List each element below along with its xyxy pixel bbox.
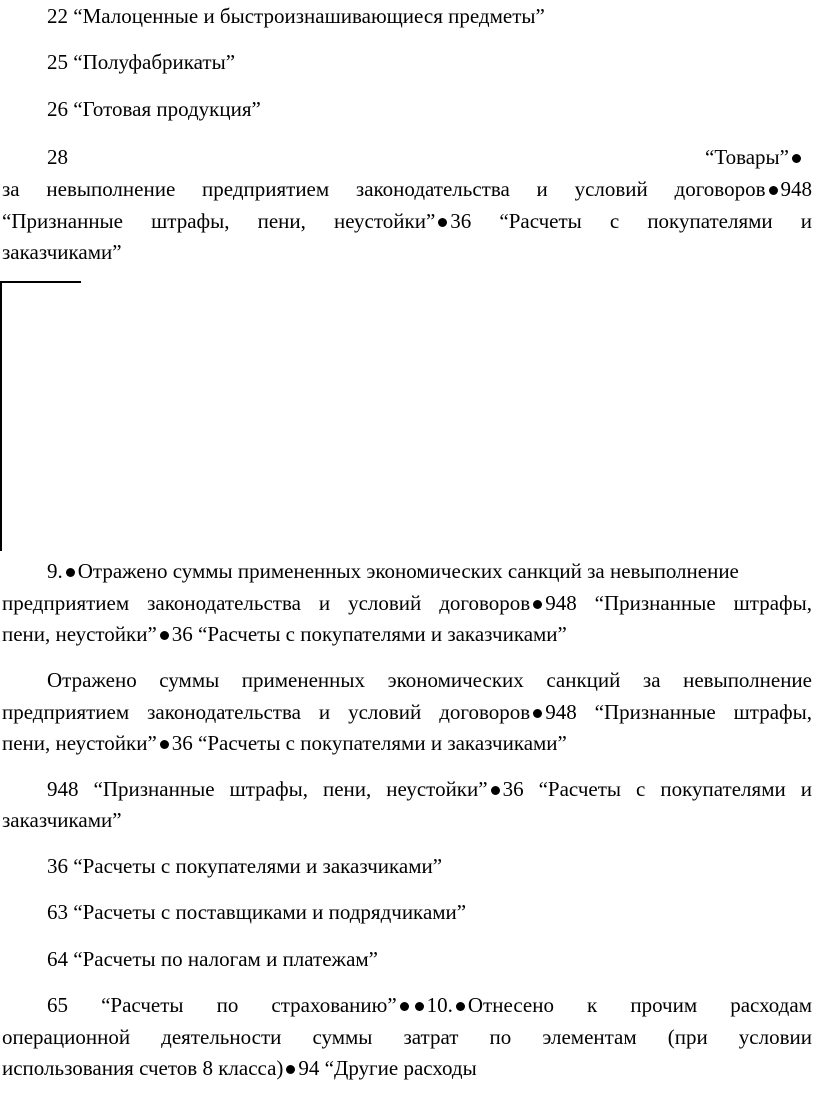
text: заказчиками” [2,808,122,832]
text: 22 “Малоценные и быстроизнашивающиеся предметы” [47,4,545,28]
bullet-icon [286,1065,295,1074]
text: пени, неустойки” [2,731,157,755]
text: 64 “Расчеты по налогам и платежам” [47,947,378,971]
bullet-icon [456,1002,465,1011]
text: за невыполнение предприятием законодательства и условий договоров [2,177,766,201]
paragraph-9-line-2 [2,591,812,615]
paragraph-line [2,209,812,233]
text: пени, неустойки” [2,622,157,646]
paragraph-65-line-3 [2,1056,477,1080]
line-28-text [705,145,804,169]
text: 63 “Расчеты с поставщиками и подрядчиками” [47,900,467,924]
text: 26 “Готовая продукция” [47,97,261,121]
bullet-icon [160,631,169,640]
bullet-icon [160,740,169,749]
bullet-icon [769,186,778,195]
paragraph-11-line-1 [47,777,812,801]
text: предприятием законодательства и условий договоров [2,700,531,724]
text: 36 “Расчеты с покупателями и [502,777,812,801]
text: предприятием законодательства и условий договоров [2,591,531,615]
paragraph-65-line-2 [2,1025,812,1049]
paragraph-line [2,177,812,201]
paragraph-10-line-3 [2,731,567,755]
paragraph-9-line-1 [47,559,739,583]
text: использования счетов 8 класса) [2,1056,284,1080]
paragraph-9-line-3 [2,622,567,646]
paragraph-line [2,240,122,264]
bullet-icon [792,154,801,163]
text: операционной деятельности суммы затрат по элементам (при условии [2,1025,812,1049]
bullet-icon [415,1002,424,1011]
text: 36 “Расчеты с покупателями и заказчиками” [47,854,443,878]
text: 65 “Расчеты по страхованию” [47,993,397,1017]
text: “Товары” [705,145,789,169]
text: заказчиками” [2,240,122,264]
bullet-icon [438,218,447,227]
text: 36 “Расчеты с покупателями и [450,209,812,233]
line-36 [47,854,442,878]
text: “Признанные штрафы, пени, неустойки” [2,209,436,233]
text: 948 “Признанные штрафы, пени, неустойки” [47,777,488,801]
text: 25 “Полуфабрикаты” [47,50,236,74]
line-28-number [47,145,68,169]
line-22 [47,4,545,28]
text: 28 [47,145,68,169]
box-border-top [0,281,81,283]
text: Отнесено к прочим расходам [467,993,812,1017]
line-25 [47,50,235,74]
bullet-icon [491,786,500,795]
bullet-icon [400,1002,409,1011]
text: 948 “Признанные штрафы, [545,700,812,724]
bullet-icon [533,600,542,609]
text: Отражено суммы примененных экономических санкций за невыполнение [77,559,739,583]
box-border-left [0,281,2,551]
text: 9. [47,559,63,583]
paragraph-10-line-2 [2,700,812,724]
line-63 [47,900,466,924]
text: 948 “Признанные штрафы, [545,591,812,615]
bullet-icon [533,709,542,718]
text: 94 “Другие расходы [298,1056,477,1080]
paragraph-10-line-1 [47,668,812,692]
text: 36 “Расчеты с покупателями и заказчиками” [171,622,567,646]
text: 948 [780,177,812,201]
bullet-icon [66,568,75,577]
line-26 [47,97,261,121]
text: 10. [426,993,453,1017]
line-64 [47,947,378,971]
text: 36 “Расчеты с покупателями и заказчиками” [171,731,567,755]
text: Отражено суммы примененных экономических санкций за невыполнение [47,668,812,692]
paragraph-65-line-1 [47,993,812,1017]
paragraph-11-line-2 [2,808,122,832]
